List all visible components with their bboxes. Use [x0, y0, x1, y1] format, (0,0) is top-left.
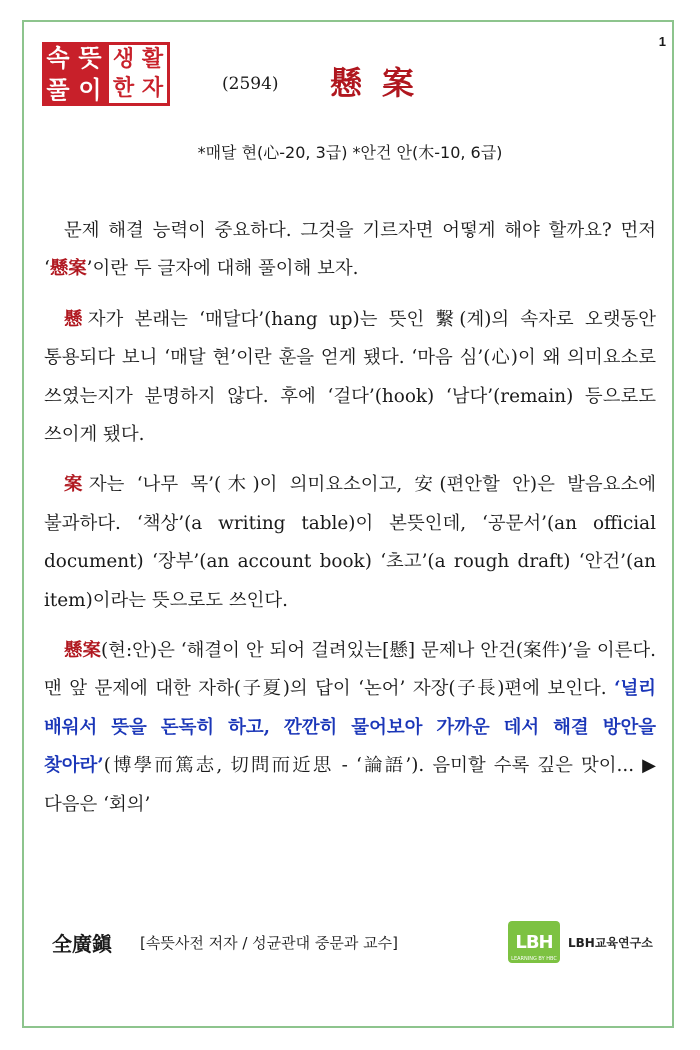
org-name: LBH교육연구소: [568, 935, 653, 950]
lbh-mark-subtext: LEARNING BY HBC: [511, 956, 557, 962]
lbh-mark-text: LBH: [515, 931, 553, 953]
paragraph-hyeon: [44, 301, 656, 455]
text-run: 자가 본래는 ‘매달다’(hang up)는 뜻인 繫(계)의 속자로 오랫동안 통용되다 보니 ‘매달 현’이란 훈을 얻게 됐다. ‘마음 심’(心)이 왜 의미요소로 쓰였는지가 분명하지 않다. 후에 ‘걸다’(hook) ‘남다’(remain) 등으로도 쓰이게 됐다.: [44, 308, 656, 446]
logo-char: 풀: [46, 76, 70, 104]
highlight-hanja: 懸案: [49, 258, 87, 280]
highlight-hanja: 懸案: [64, 640, 101, 662]
lbh-logo-icon: [508, 921, 560, 963]
text-run: (현:안)은 ‘해결이 안 되어 걸려있는[懸] 문제나 안건(案件)’을 이른다. 맨 앞 문제에 대한 자하(子夏)의 답이 ‘논어’ 자장(子長)편에 보인다.: [44, 640, 656, 700]
page-number: 1: [658, 34, 666, 49]
paragraph-conclusion: [44, 632, 656, 824]
logo-char: 활: [141, 46, 164, 72]
series-logo: [42, 42, 170, 106]
page-title: 懸案: [330, 64, 435, 102]
logo-char: 뜻: [78, 44, 102, 72]
serial-number: (2594): [222, 74, 279, 94]
org-logo: [508, 920, 658, 964]
logo-char: 생: [112, 46, 135, 72]
logo-char: 자: [141, 75, 164, 101]
author-name: 全廣鎭: [52, 932, 112, 956]
author-role: [속뜻사전 저자 / 성균관대 중문과 교수]: [140, 934, 398, 952]
logo-char: 한: [112, 75, 135, 101]
highlight-hanja: 懸: [64, 308, 88, 330]
play-arrow-icon: ▶: [642, 755, 656, 777]
paragraph-an: [44, 466, 656, 620]
quote-highlight: ‘널리 배워서 뜻을 돈독히 하고, 깐깐히 물어보아 가까운 데서 해결 방안을 찾아라’: [44, 678, 656, 777]
logo-white-block: [106, 42, 170, 106]
logo-red-block: [42, 42, 106, 106]
highlight-hanja: 案: [64, 474, 89, 496]
text-run: 다음은 ‘회의’: [44, 793, 151, 815]
text-run: 문제 해결 능력이 중요하다. 그것을 기르자면 어떻게 해야 할까요? 먼저 ‘: [44, 220, 656, 280]
character-definitions: *매달 현(心-20, 3급) *안건 안(木-10, 6급): [197, 143, 503, 162]
text-run: (博學而篤志, 切問而近思 - ‘論語’). 음미할 수록 깊은 맛이...: [103, 755, 643, 777]
article-body: [44, 212, 656, 836]
text-run: ’이란 두 글자에 대해 풀이해 보자.: [86, 258, 359, 280]
logo-char: 이: [78, 76, 102, 104]
text-run: 자는 ‘나무 목’(木)이 의미요소이고, 安(편안할 안)은 발음요소에 불과하다. ‘책상’(a writing table)이 본뜻인데, ‘공문서’(an official document) ‘장부’(an account book) ‘초고’(a rough draft) ‘안건’(an item)이라는 뜻으로도 쓰인다.: [44, 474, 656, 611]
paragraph-intro: [44, 212, 656, 289]
logo-char: 속: [46, 44, 70, 72]
